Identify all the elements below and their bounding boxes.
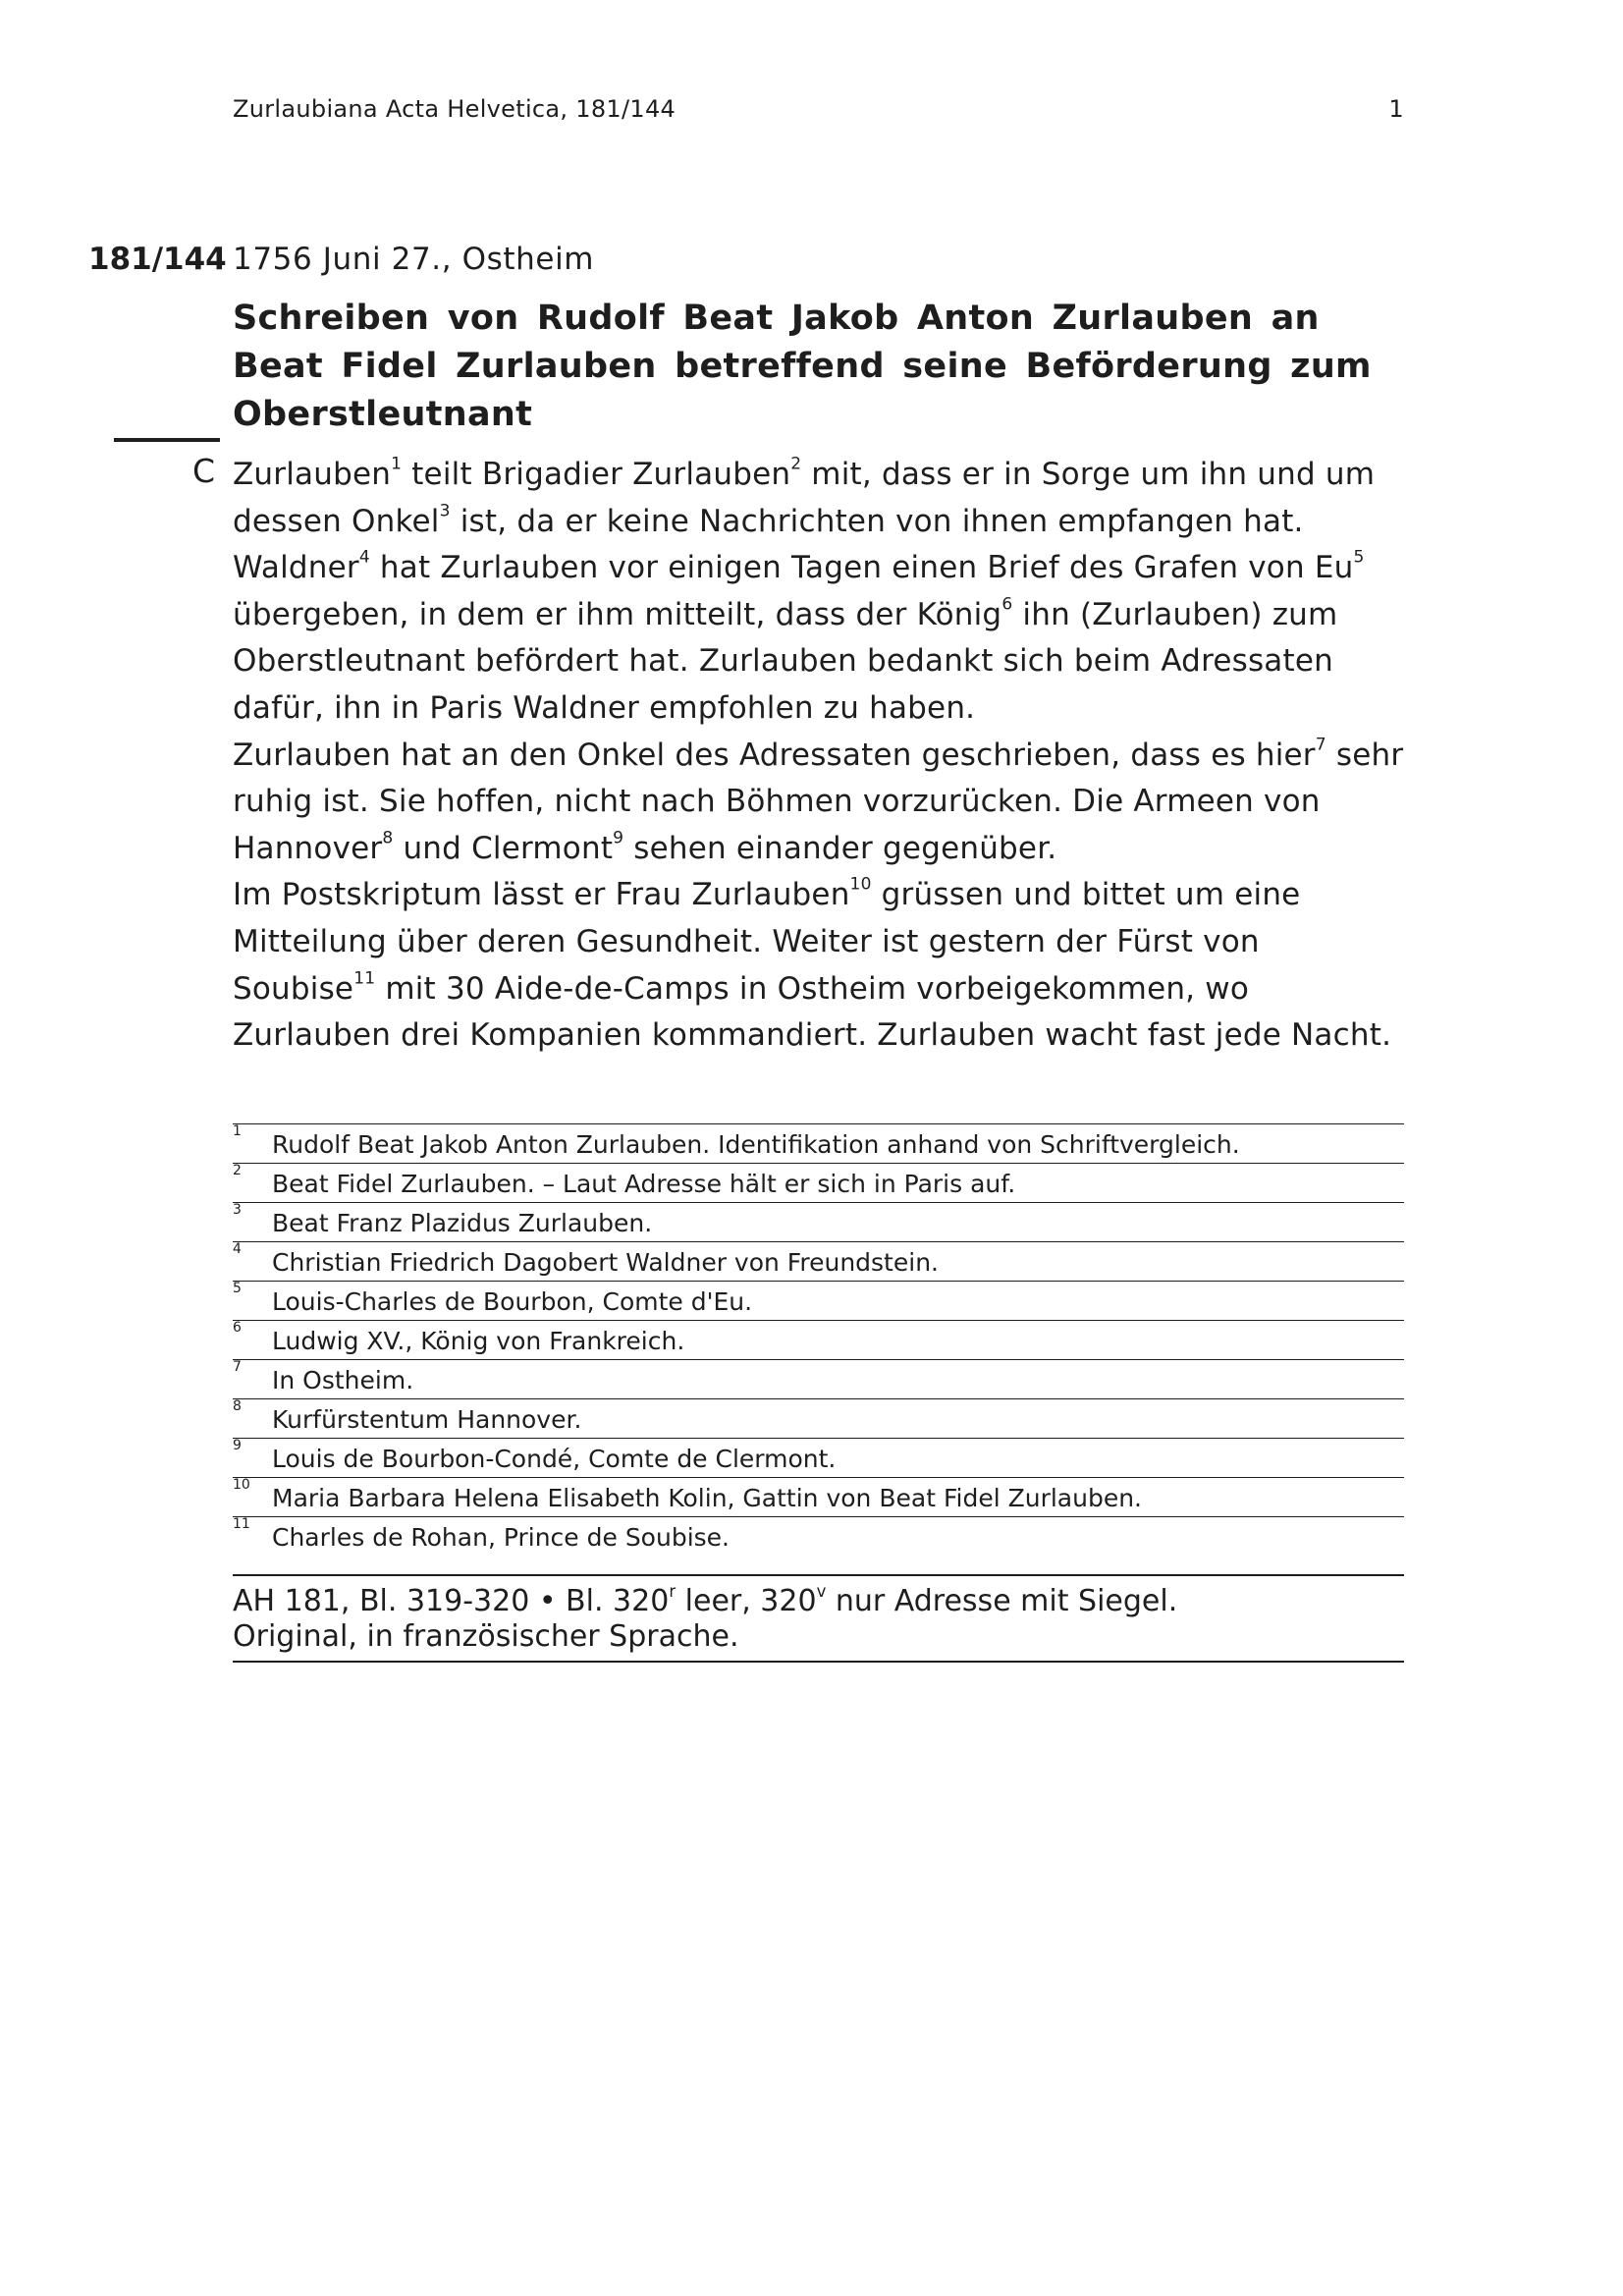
- document-date-place: 1756 Juni 27., Ostheim: [233, 242, 595, 277]
- footnote-text: Charles de Rohan, Prince de Soubise.: [272, 1523, 730, 1552]
- footnote-number: 6: [233, 1320, 242, 1336]
- footnote-text: Rudolf Beat Jakob Anton Zurlauben. Identifikation anhand von Schriftvergleich.: [272, 1130, 1240, 1159]
- footnote-item: [233, 1398, 1404, 1438]
- footnote-ref[interactable]: 10: [849, 875, 872, 895]
- footnote-item: [233, 1438, 1404, 1477]
- footnote-number: 11: [233, 1516, 250, 1532]
- footnote-number: 9: [233, 1438, 242, 1453]
- footnote-text: Maria Barbara Helena Elisabeth Kolin, Gattin von Beat Fidel Zurlauben.: [272, 1484, 1142, 1512]
- footnote-ref[interactable]: 1: [391, 454, 403, 474]
- footnote-text: In Ostheim.: [272, 1366, 414, 1394]
- running-header: [233, 95, 1404, 125]
- footnote-number: 5: [233, 1281, 242, 1296]
- footnote-item: [233, 1516, 1404, 1556]
- footnote-text: Christian Friedrich Dagobert Waldner von Freundstein.: [272, 1248, 939, 1277]
- footnote-ref[interactable]: 7: [1315, 735, 1326, 755]
- recto-mark: r: [669, 1581, 676, 1601]
- footnote-text: Louis de Bourbon-Condé, Comte de Clermont.: [272, 1445, 837, 1473]
- footnote-number: 4: [233, 1241, 242, 1257]
- document-title: Schreiben von Rudolf Beat Jakob Anton Zurlauben an Beat Fidel Zurlauben betreffend seine Beförderung zum Oberstleutnant: [233, 299, 1372, 434]
- footnotes-list: [233, 1123, 1404, 1556]
- regest-body: [233, 452, 1404, 1060]
- footnote-text: Beat Franz Plazidus Zurlauben.: [272, 1209, 653, 1237]
- running-header-title: Zurlaubiana Acta Helvetica, 181/144: [233, 95, 676, 123]
- footnote-ref[interactable]: 6: [1001, 594, 1013, 615]
- margin-rule: [114, 438, 220, 442]
- footnote-number: 2: [233, 1163, 242, 1178]
- source-reference: [233, 1574, 1404, 1663]
- source-line-1: AH 181, Bl. 319-320 • Bl. 320$^r$ leer, 320$^v$ nur Adresse mit Siegel.: [233, 1581, 1178, 1618]
- footnote-ref[interactable]: 9: [613, 828, 624, 848]
- footnote-ref[interactable]: 2: [790, 454, 802, 474]
- document-number: 181/144: [88, 242, 227, 277]
- footnote-item: [233, 1163, 1404, 1202]
- footnote-item: [233, 1202, 1404, 1241]
- footnote-ref[interactable]: 4: [358, 547, 370, 568]
- footnote-number: 1: [233, 1123, 242, 1139]
- source-line-2: Original, in französischer Sprache.: [233, 1619, 739, 1654]
- footnote-item: [233, 1123, 1404, 1163]
- margin-mark: C: [192, 452, 216, 490]
- footnote-item: [233, 1281, 1404, 1320]
- footnote-text: Beat Fidel Zurlauben. – Laut Adresse hält er sich in Paris auf.: [272, 1170, 1016, 1198]
- footnote-number: 3: [233, 1202, 242, 1218]
- footnote-item: [233, 1477, 1404, 1516]
- regest-paragraph-1: Zurlauben$^1$ teilt Brigadier Zurlauben$^2$ mit, dass er in Sorge um ihn und um dessen Onkel$^3$ ist, da er keine Nachrichten von ihnen empfangen hat. Waldner$^4$ hat Zurlauben vor einigen Tagen einen Brief des Grafen von Eu$^5$ übergeben, in dem er ihm mitteilt, dass der König$^6$ ihn (Zurlauben) zum Oberstleutnant befördert hat. Zurlauben bedankt sich beim Adressaten dafür, ihn in Paris Waldner empfohlen zu haben.: [233, 454, 1376, 726]
- footnote-ref[interactable]: 8: [382, 828, 394, 848]
- footnote-text: Ludwig XV., König von Frankreich.: [272, 1327, 685, 1355]
- verso-mark: v: [816, 1581, 827, 1601]
- regest-paragraph-3: Im Postskriptum lässt er Frau Zurlauben$^{10}$ grüssen und bittet um eine Mitteilung über deren Gesundheit. Weiter ist gestern der Fürst von Soubise$^{11}$ mit 30 Aide-de-Camps in Ostheim vorbeigekommen, wo Zurlauben drei Kompanien kommandiert. Zurlauben wacht fast jede Nacht.: [233, 875, 1392, 1054]
- footnote-text: Louis-Charles de Bourbon, Comte d'Eu.: [272, 1287, 753, 1316]
- page-number: 1: [1388, 95, 1404, 123]
- footnote-number: 8: [233, 1398, 242, 1414]
- footnote-item: [233, 1241, 1404, 1281]
- footnote-number: 7: [233, 1359, 242, 1375]
- footnote-text: Kurfürstentum Hannover.: [272, 1405, 582, 1434]
- regest-paragraph-2: Zurlauben hat an den Onkel des Adressaten geschrieben, dass es hier$^7$ sehr ruhig ist. Sie hoffen, nicht nach Böhmen vorzurücken. Die Armeen von Hannover$^8$ und Clermont$^9$ sehen einander gegenüber.: [233, 735, 1404, 866]
- footnote-ref[interactable]: 11: [353, 968, 376, 989]
- footnote-item: [233, 1320, 1404, 1359]
- footnote-ref[interactable]: 5: [1353, 547, 1365, 568]
- footnote-ref[interactable]: 3: [439, 501, 451, 521]
- footnote-item: [233, 1359, 1404, 1398]
- footnote-number: 10: [233, 1477, 250, 1493]
